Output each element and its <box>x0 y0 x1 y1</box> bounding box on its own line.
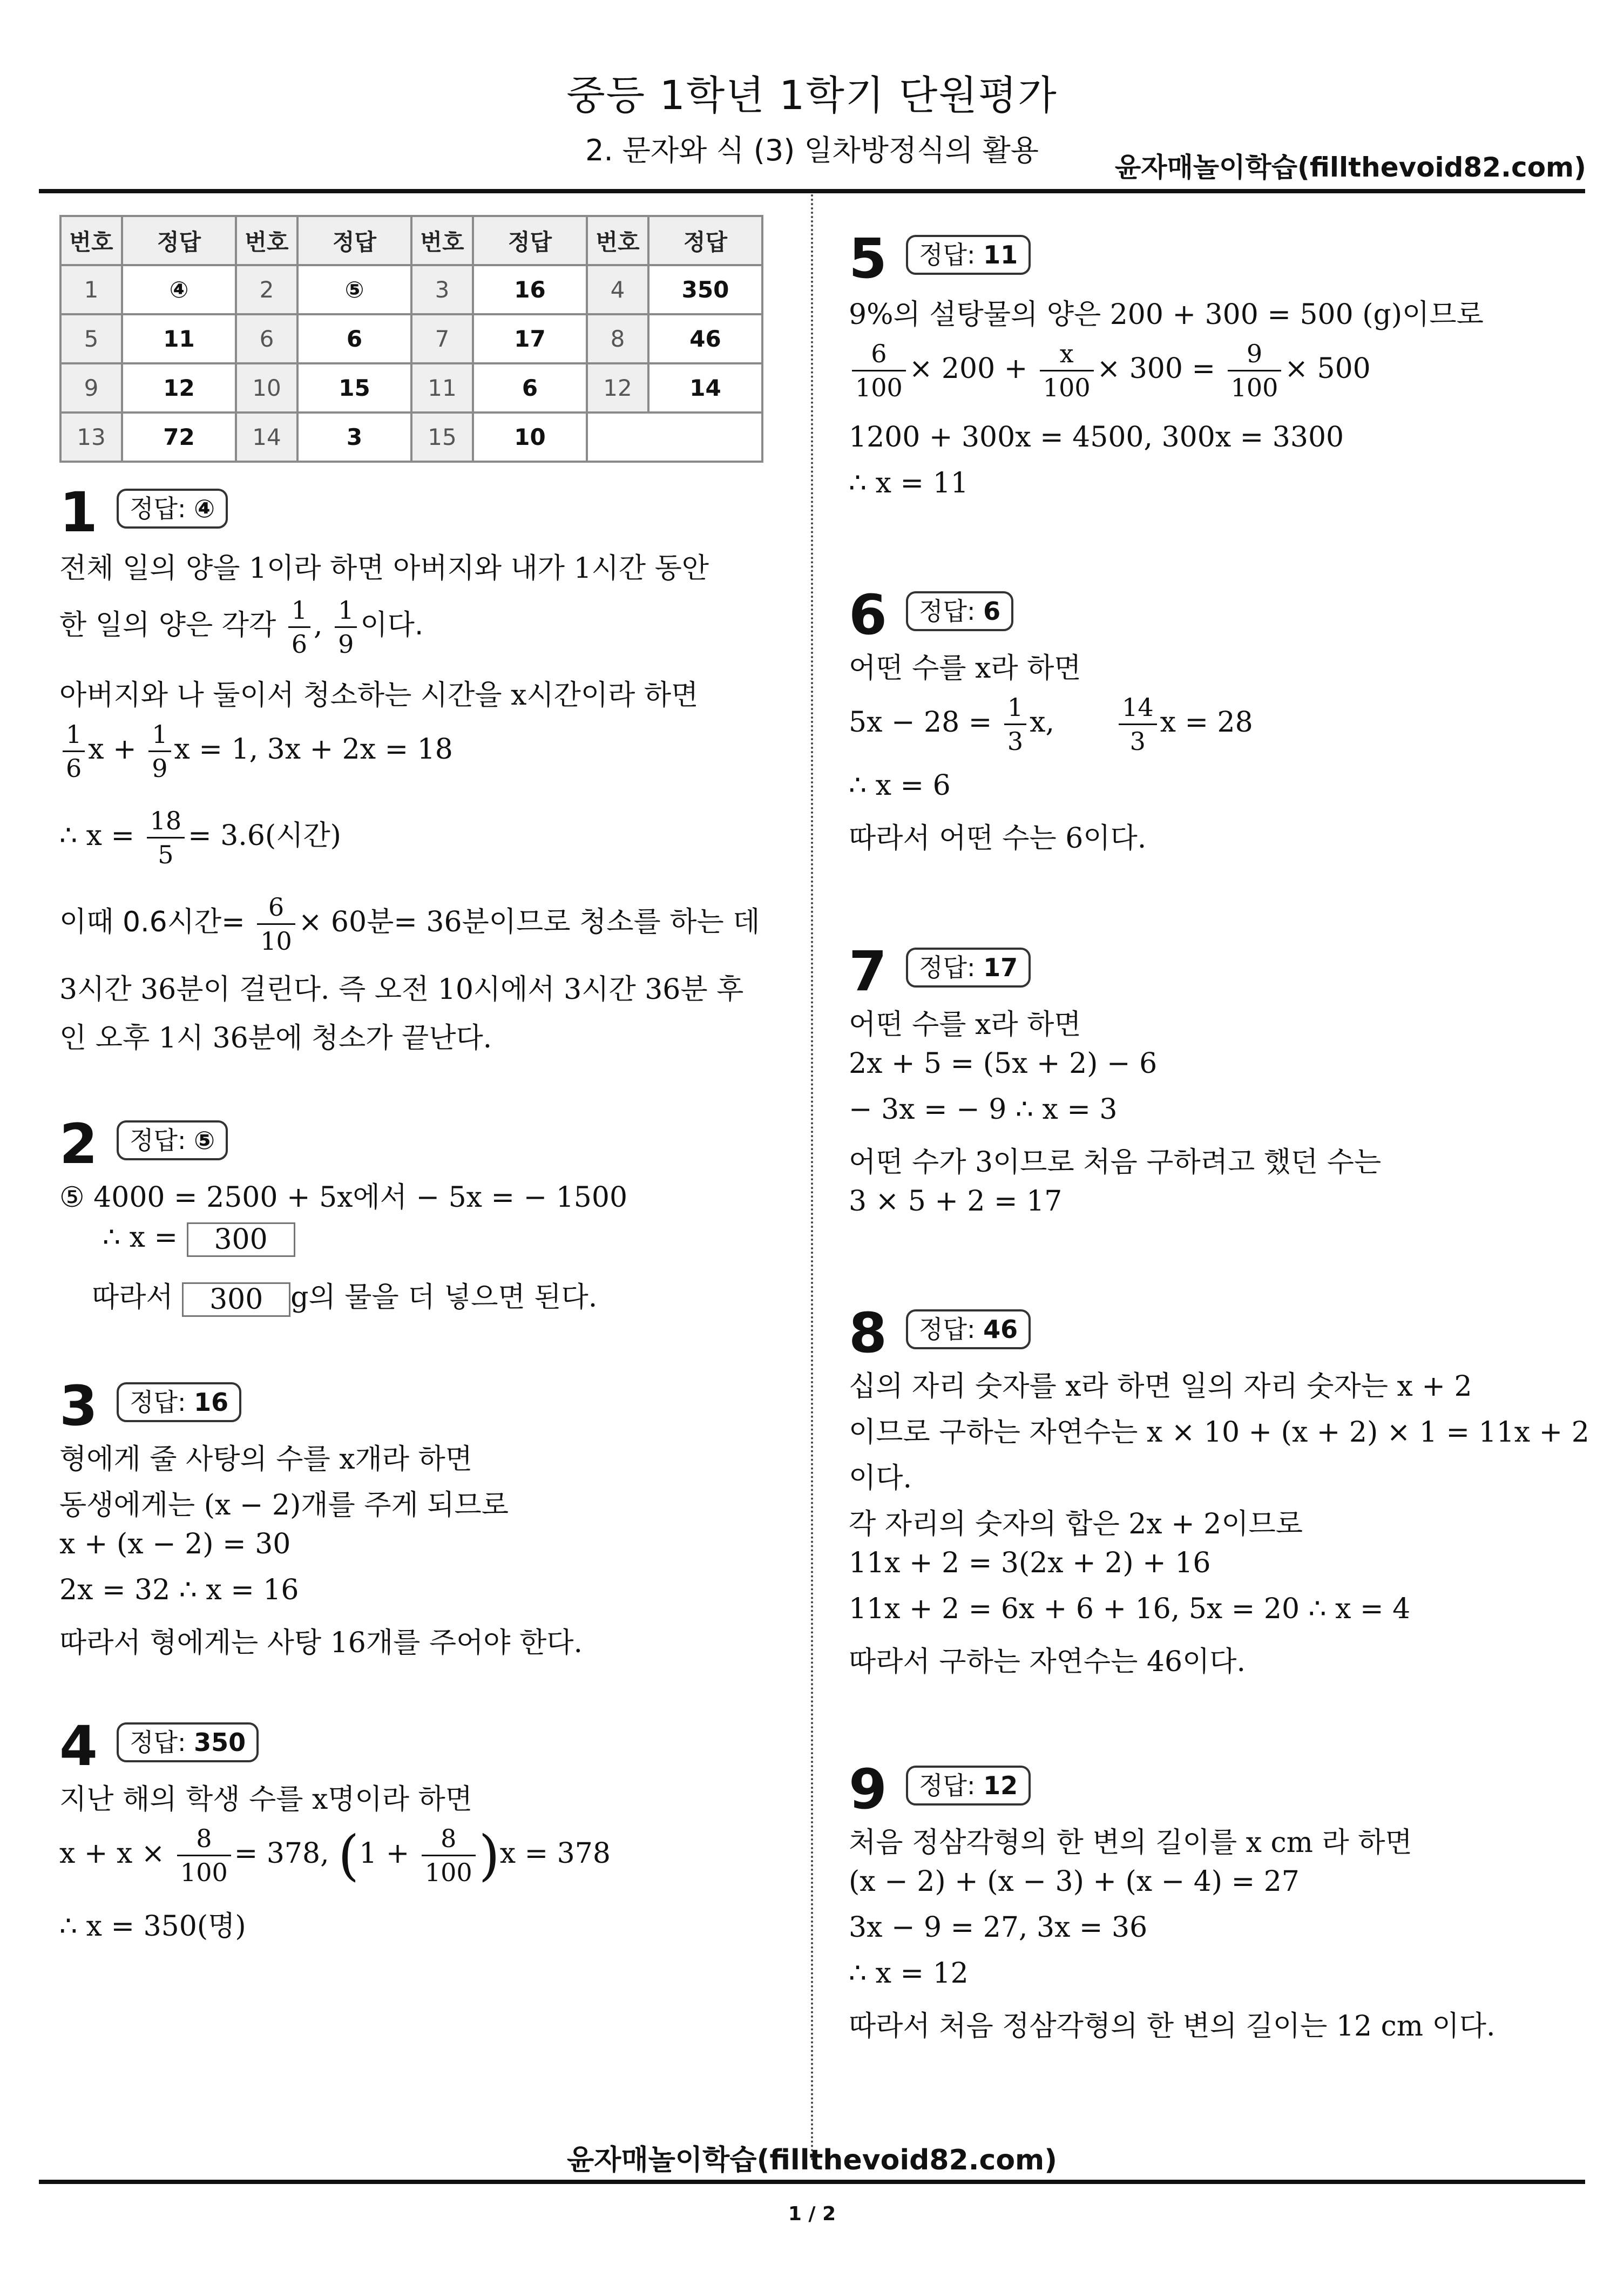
problem-2-line-1: ⑤ 4000 = 2500 + 5x에서 − 5x = − 1500 <box>59 1181 628 1214</box>
answer-value: 350 <box>194 1728 246 1757</box>
denominator: 100 <box>180 1858 228 1887</box>
problem-3-line-5: 따라서 형에게는 사탕 16개를 주어야 한다. <box>59 1627 583 1659</box>
problem-5-line-2 <box>849 337 1371 404</box>
answer-cell: ④ <box>122 265 236 314</box>
problem-number: 5 <box>849 227 887 291</box>
answer-value: 16 <box>194 1388 229 1417</box>
problem-5 <box>849 227 1031 291</box>
problem-6-line-4: 따라서 어떤 수는 6이다. <box>849 822 1147 855</box>
answer-label: 정답: <box>919 240 984 269</box>
question-number-cell: 4 <box>587 265 648 314</box>
answer-label: 정답: <box>130 494 194 523</box>
question-number-cell: 7 <box>411 314 473 363</box>
problem-number: 3 <box>59 1374 98 1438</box>
question-number-cell: 9 <box>60 363 122 413</box>
text: 이때 0.6시간= <box>59 906 245 938</box>
problem-6 <box>849 583 1013 647</box>
text: 한 일의 양은 각각 <box>59 609 276 641</box>
problem-4-line-1: 지난 해의 학생 수를 x명이라 하면 <box>59 1783 472 1816</box>
answer-cell: 6 <box>473 363 587 413</box>
answer-value: 12 <box>983 1771 1018 1800</box>
answer-fill-box: 300 <box>182 1282 290 1317</box>
paren-close: ) <box>478 1824 500 1887</box>
fraction <box>335 594 357 660</box>
numerator: 14 <box>1119 691 1157 725</box>
paren-open: ( <box>338 1824 360 1887</box>
fraction <box>257 891 295 957</box>
denominator: 9 <box>152 754 168 783</box>
problem-8-line-6: 11x + 2 = 6x + 6 + 16, 5x = 20 ∴ x = 4 <box>849 1593 1411 1625</box>
table-row <box>60 363 762 413</box>
answer-cell: 17 <box>473 314 587 363</box>
answer-value: 46 <box>983 1315 1018 1344</box>
answer-cell: 46 <box>648 314 762 363</box>
answer-cell: 10 <box>473 413 587 462</box>
numerator: 1 <box>1004 691 1026 725</box>
answer-cell: ⑤ <box>297 265 411 314</box>
answer-badge <box>906 235 1031 275</box>
column-divider <box>811 194 813 2162</box>
empty-cell <box>587 413 762 462</box>
text: × 200 + <box>909 353 1028 385</box>
question-number-cell: 8 <box>587 314 648 363</box>
table-header-cell: 번호 <box>236 216 297 265</box>
answer-label: 정답: <box>919 953 984 982</box>
problem-number: 4 <box>59 1714 98 1779</box>
numerator: 8 <box>177 1822 231 1856</box>
problem-1-line-8: 인 오후 1시 36분에 청소가 끝난다. <box>59 1022 492 1054</box>
problem-3-line-4: 2x = 32 ∴ x = 16 <box>59 1574 299 1606</box>
text: = 378, <box>234 1837 329 1870</box>
problem-7-line-4: 어떤 수가 3이므로 처음 구하려고 했던 수는 <box>849 1146 1382 1179</box>
text: x = 1, 3x + 2x = 18 <box>174 733 453 766</box>
answer-cell: 3 <box>297 413 411 462</box>
answer-value: 6 <box>983 597 1001 626</box>
answer-cell: 6 <box>297 314 411 363</box>
question-number-cell: 3 <box>411 265 473 314</box>
text: ∴ x = <box>59 820 135 852</box>
problem-6-line-2 <box>849 691 1253 758</box>
fraction <box>1119 691 1157 758</box>
numerator: 6 <box>257 891 295 925</box>
denominator: 100 <box>424 1858 472 1887</box>
problem-9 <box>849 1757 1031 1822</box>
problem-2 <box>59 1112 228 1177</box>
numerator: x <box>1040 337 1094 371</box>
problem-number: 6 <box>849 583 887 647</box>
table-header-cell: 정답 <box>473 216 587 265</box>
brand-label: 윤자매놀이학습(fillthevoid82.com) <box>1114 152 1586 183</box>
problem-number: 9 <box>849 1757 887 1822</box>
problem-9-line-1: 처음 정삼각형의 한 변의 길이를 x cm 라 하면 <box>849 1827 1412 1859</box>
problem-3-line-2: 동생에게는 (x − 2)개를 주게 되므로 <box>59 1489 509 1522</box>
problem-1 <box>59 481 228 545</box>
problem-1-line-1: 전체 일의 양을 1이라 하면 아버지와 내가 1시간 동안 <box>59 552 709 585</box>
problem-5-line-4: ∴ x = 11 <box>849 467 969 499</box>
answer-cell: 11 <box>122 314 236 363</box>
text: x = 28 <box>1160 706 1253 739</box>
table-header-cell: 번호 <box>587 216 648 265</box>
question-number-cell: 2 <box>236 265 297 314</box>
table-header-cell: 번호 <box>60 216 122 265</box>
question-number-cell: 6 <box>236 314 297 363</box>
question-number-cell: 13 <box>60 413 122 462</box>
problem-8-line-4: 각 자리의 숫자의 합은 2x + 2이므로 <box>849 1508 1303 1540</box>
answer-cell: 72 <box>122 413 236 462</box>
problem-4 <box>59 1714 259 1779</box>
fraction <box>422 1822 476 1889</box>
problem-8-line-3: 이다. <box>849 1462 912 1495</box>
text: = 3.6(시간) <box>188 820 341 852</box>
fraction <box>852 337 906 404</box>
text: × 60분= 36분이므로 청소를 하는 데 <box>298 906 760 938</box>
answer-label: 정답: <box>919 597 984 626</box>
answer-cell: 12 <box>122 363 236 413</box>
answer-cell: 14 <box>648 363 762 413</box>
question-number-cell: 15 <box>411 413 473 462</box>
denominator: 6 <box>66 754 82 783</box>
numerator: 1 <box>335 594 357 628</box>
problem-1-line-6 <box>59 891 760 957</box>
problem-5-line-1: 9%의 설탕물의 양은 200 + 300 = 500 (g)이므로 <box>849 299 1484 331</box>
fraction <box>63 718 85 785</box>
text: ∴ x = <box>103 1221 178 1254</box>
answer-value: ⑤ <box>194 1126 215 1155</box>
problem-3-line-1: 형에게 줄 사탕의 수를 x개라 하면 <box>59 1443 472 1476</box>
answer-badge <box>906 1309 1031 1349</box>
fraction <box>177 1822 231 1889</box>
page-subtitle: 2. 문자와 식 (3) 일차방정식의 활용 <box>585 133 1039 167</box>
question-number-cell: 5 <box>60 314 122 363</box>
answer-badge <box>906 591 1013 631</box>
problem-8-line-2: 이므로 구하는 자연수는 x × 10 + (x + 2) × 1 = 11x + 2 <box>849 1416 1589 1449</box>
problem-8 <box>849 1301 1031 1365</box>
problem-1-line-5 <box>59 804 341 871</box>
text: × 300 = <box>1097 353 1216 385</box>
problem-8-line-5: 11x + 2 = 3(2x + 2) + 16 <box>849 1547 1211 1579</box>
answer-badge <box>117 1382 241 1422</box>
text: 1 + <box>359 1837 410 1870</box>
denominator: 3 <box>1129 727 1146 756</box>
problem-1-line-4 <box>59 718 453 785</box>
footer-rule <box>39 2180 1585 2184</box>
denominator: 100 <box>1230 373 1278 402</box>
question-number-cell: 14 <box>236 413 297 462</box>
problem-9-line-5: 따라서 처음 정삼각형의 한 변의 길이는 12 cm 이다. <box>849 2010 1496 2043</box>
text: g의 물을 더 넣으면 된다. <box>290 1281 598 1314</box>
numerator: 1 <box>288 594 310 628</box>
header-rule <box>39 189 1585 193</box>
problem-7 <box>849 939 1031 1004</box>
problem-number: 1 <box>59 481 98 545</box>
numerator: 6 <box>852 337 906 371</box>
answer-value: 17 <box>983 953 1018 982</box>
problem-4-line-3: ∴ x = 350(명) <box>59 1910 246 1943</box>
problem-3-line-3: x + (x − 2) = 30 <box>59 1528 291 1560</box>
text: 이다. <box>360 609 424 641</box>
question-number-cell: 11 <box>411 363 473 413</box>
denominator: 10 <box>260 927 292 956</box>
problem-number: 7 <box>849 939 887 1004</box>
table-row <box>60 265 762 314</box>
problem-7-line-3: − 3x = − 9 ∴ x = 3 <box>849 1093 1118 1126</box>
answer-value: 11 <box>983 240 1018 269</box>
problem-1-line-2: 한 일의 양은 각각 $\frac{1}{6}$ , $\frac{1}{9}$ 이다. <box>59 594 423 660</box>
table-row <box>60 413 762 462</box>
numerator: 18 <box>147 804 185 839</box>
fraction <box>1004 691 1026 758</box>
problem-2-line-3 <box>92 1274 597 1317</box>
answer-badge <box>906 1766 1031 1806</box>
fraction <box>1228 337 1282 404</box>
text: 5x − 28 = <box>849 706 992 739</box>
problem-5-line-3: 1200 + 300x = 4500, 300x = 3300 <box>849 421 1344 454</box>
table-header-cell: 정답 <box>122 216 236 265</box>
answer-table-header <box>60 216 762 265</box>
numerator: 8 <box>422 1822 476 1856</box>
fraction <box>147 804 185 871</box>
problem-7-line-1: 어떤 수를 x라 하면 <box>849 1009 1081 1041</box>
problem-1-line-7: 3시간 36분이 걸린다. 즉 오전 10시에서 3시간 36분 후 <box>59 973 744 1006</box>
table-header-cell: 정답 <box>297 216 411 265</box>
problem-9-line-4: ∴ x = 12 <box>849 1957 969 1990</box>
answer-badge <box>117 1722 259 1762</box>
problem-1-line-3: 아버지와 나 둘이서 청소하는 시간을 x시간이라 하면 <box>59 679 699 712</box>
problem-6-line-3: ∴ x = 6 <box>849 769 951 802</box>
question-number-cell: 12 <box>587 363 648 413</box>
answer-table <box>59 215 763 463</box>
variable: x <box>88 733 104 766</box>
answer-label: 정답: <box>130 1126 194 1155</box>
operator: + <box>113 733 137 766</box>
page-number: 1 / 2 <box>788 2203 836 2225</box>
problem-number: 2 <box>59 1112 98 1177</box>
answer-cell: 350 <box>648 265 762 314</box>
page-title: 중등 1학년 1학기 단원평가 <box>566 72 1058 119</box>
text: x, <box>1030 706 1054 739</box>
question-number-cell: 10 <box>236 363 297 413</box>
answer-badge <box>117 489 228 529</box>
problem-6-line-1: 어떤 수를 x라 하면 <box>849 652 1081 685</box>
problem-9-line-3: 3x − 9 = 27, 3x = 36 <box>849 1911 1148 1944</box>
question-number-cell: 1 <box>60 265 122 314</box>
fraction <box>148 718 171 785</box>
numerator: 9 <box>1228 337 1282 371</box>
problem-7-line-5: 3 × 5 + 2 = 17 <box>849 1185 1063 1218</box>
table-header-cell: 정답 <box>648 216 762 265</box>
problem-2-line-2 <box>103 1221 295 1257</box>
footer-brand: 윤자매놀이학습(fillthevoid82.com) <box>566 2144 1057 2176</box>
problem-8-line-1: 십의 자리 숫자를 x라 하면 일의 자리 숫자는 x + 2 <box>849 1370 1472 1403</box>
problem-number: 8 <box>849 1301 887 1365</box>
text: 따라서 <box>92 1281 173 1314</box>
answer-badge <box>906 948 1031 988</box>
problem-8-line-7: 따라서 구하는 자연수는 46이다. <box>849 1646 1246 1678</box>
denominator: 100 <box>1043 373 1091 402</box>
answer-label: 정답: <box>130 1388 194 1417</box>
problem-3 <box>59 1374 241 1438</box>
denominator: 100 <box>855 373 903 402</box>
table-row <box>60 314 762 363</box>
denominator: 9 <box>338 630 354 659</box>
answer-label: 정답: <box>919 1315 984 1344</box>
answer-label: 정답: <box>130 1728 194 1757</box>
text: × 500 <box>1284 353 1371 385</box>
denominator: 6 <box>291 630 308 659</box>
answer-badge <box>117 1120 228 1160</box>
answer-value: ④ <box>194 494 215 523</box>
text: x + x × <box>59 1837 165 1870</box>
denominator: 5 <box>158 840 174 869</box>
denominator: 3 <box>1007 727 1024 756</box>
answer-label: 정답: <box>919 1771 984 1800</box>
problem-7-line-2: 2x + 5 = (5x + 2) − 6 <box>849 1047 1158 1080</box>
table-header-cell: 번호 <box>411 216 473 265</box>
problem-9-line-2: (x − 2) + (x − 3) + (x − 4) = 27 <box>849 1865 1300 1898</box>
numerator: 1 <box>148 718 171 752</box>
answer-fill-box: 300 <box>187 1222 295 1257</box>
answer-cell: 16 <box>473 265 587 314</box>
numerator: 1 <box>63 718 85 752</box>
problem-4-line-2 <box>59 1822 611 1889</box>
fraction <box>288 594 310 660</box>
fraction <box>1040 337 1094 404</box>
text: x = 378 <box>499 1837 611 1870</box>
answer-cell: 15 <box>297 363 411 413</box>
